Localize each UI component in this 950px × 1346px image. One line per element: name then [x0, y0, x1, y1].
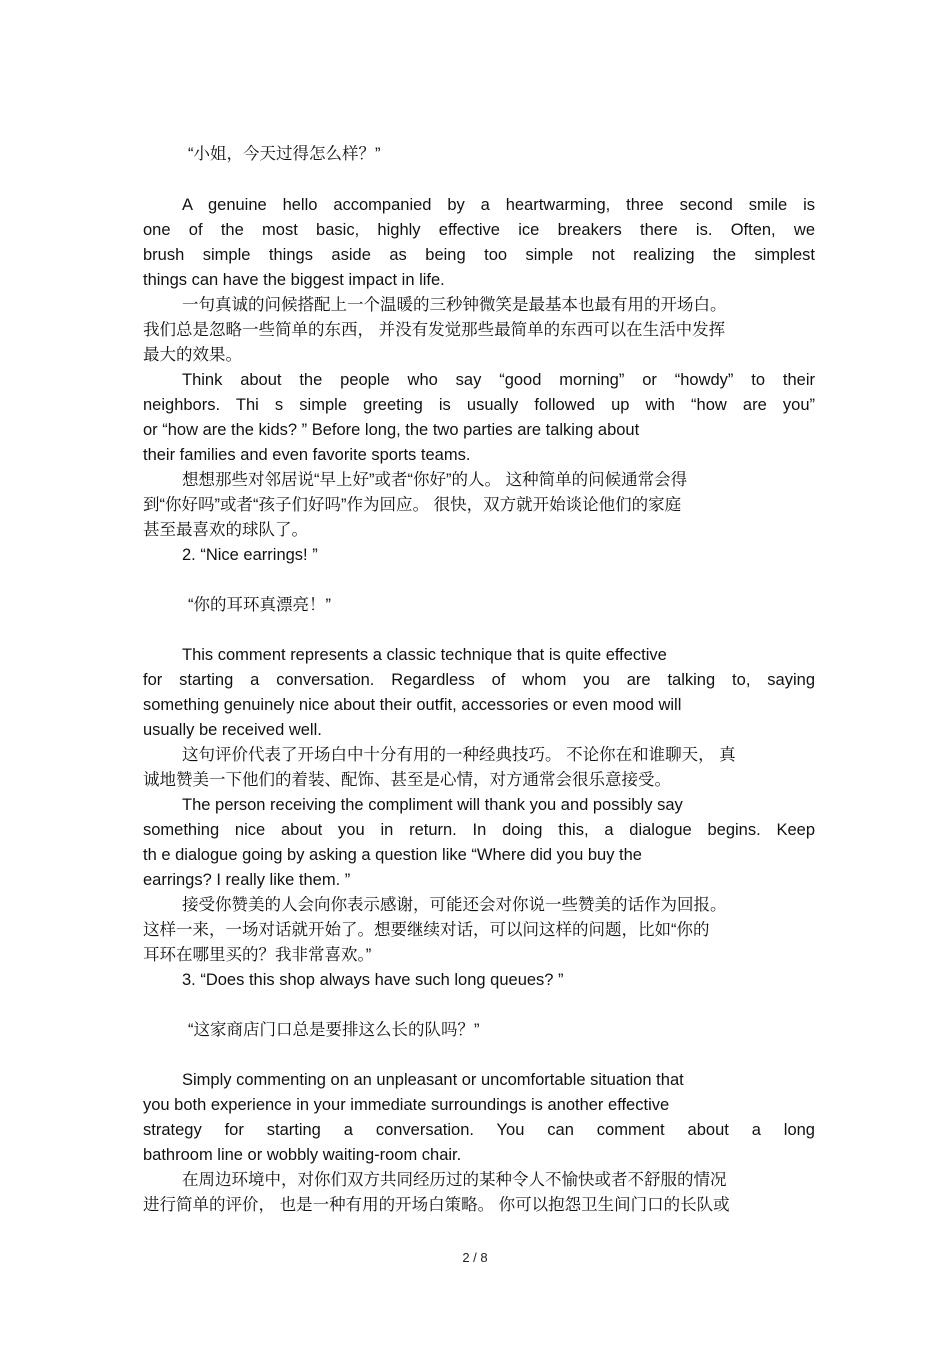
quote-heading-chinese: “这家商店门口总是要排这么长的队吗？” [188, 1021, 480, 1039]
page-number: 2 / 8 [462, 1250, 488, 1265]
paragraph-line-chinese: 接受你赞美的人会向你表示感谢，可能还会对你说一些赞美的话作为回报。 [182, 896, 727, 914]
paragraph-line: th e dialogue going by asking a question like “Where did you buy the [143, 846, 642, 864]
paragraph-line-chinese: 诚地赞美一下他们的着装、配饰、甚至是心情，对方通常会很乐意接受。 [143, 771, 671, 789]
paragraph-line-chinese: 最大的效果。 [143, 346, 242, 364]
paragraph-line-chinese: 甚至最喜欢的球队了。 [143, 521, 308, 539]
paragraph-line: for starting a conversation. Regardless of whom you are talking to, saying [143, 671, 815, 689]
paragraph-line-chinese: 想想那些对邻居说“早上好”或者“你好”的人。 这种简单的问候通常会得 [182, 471, 688, 489]
paragraph-line: bathroom line or wobbly waiting-room chair. [143, 1146, 462, 1164]
paragraph-line-chinese: 进行简单的评价， 也是一种有用的开场白策略。 你可以抱怨卫生间门口的长队或 [143, 1196, 730, 1214]
paragraph-line: you both experience in your immediate surroundings is another effective [143, 1096, 670, 1114]
section-heading: 2. “Nice earrings! ” [182, 546, 318, 564]
paragraph-line-chinese: 我们总是忽略一些简单的东西， 并没有发觉那些最简单的东西可以在生活中发挥 [143, 321, 726, 339]
section-heading: 3. “Does this shop always have such long queues? ” [182, 971, 564, 989]
paragraph-line: something genuinely nice about their outfit, accessories or even mood will [143, 696, 682, 714]
paragraph-line: A genuine hello accompanied by a heartwarming, three second smile is [182, 196, 815, 214]
paragraph-line: things can have the biggest impact in life. [143, 271, 445, 289]
paragraph-line-chinese: 在周边环境中，对你们双方共同经历过的某种令人不愉快或者不舒服的情况 [182, 1171, 727, 1189]
paragraph-line: earrings? I really like them. ” [143, 871, 351, 889]
paragraph-line-chinese: 耳环在哪里买的？我非常喜欢。” [143, 946, 372, 964]
paragraph-line: neighbors. Thi s simple greeting is usually followed up with “how are you” [143, 396, 815, 414]
paragraph-line-chinese: 到“你好吗”或者“孩子们好吗”作为回应。 很快，双方就开始谈论他们的家庭 [143, 496, 682, 514]
paragraph-line: something nice about you in return. In doing this, a dialogue begins. Keep [143, 821, 815, 839]
paragraph-line: Simply commenting on an unpleasant or uncomfortable situation that [182, 1071, 684, 1089]
paragraph-line: strategy for starting a conversation. You can comment about a long [143, 1121, 815, 1139]
paragraph-line: brush simple things aside as being too simple not realizing the simplest [143, 246, 815, 264]
paragraph-line: their families and even favorite sports teams. [143, 446, 471, 464]
paragraph-line: or “how are the kids? ” Before long, the two parties are talking about [143, 421, 640, 439]
paragraph-line: one of the most basic, highly effective ice breakers there is. Often, we [143, 221, 815, 239]
paragraph-line-chinese: 这句评价代表了开场白中十分有用的一种经典技巧。 不论你在和谁聊天， 真 [182, 746, 736, 764]
quote-heading-chinese: “你的耳环真漂亮！” [188, 596, 331, 614]
paragraph-line: Think about the people who say “good morning” or “howdy” to their [182, 371, 815, 389]
paragraph-line: This comment represents a classic technique that is quite effective [182, 646, 667, 664]
paragraph-line: The person receiving the compliment will thank you and possibly say [182, 796, 683, 814]
paragraph-line-chinese: 这样一来，一场对话就开始了。想要继续对话，可以问这样的问题，比如“你的 [143, 921, 710, 939]
quote-heading-chinese: “小姐，今天过得怎么样？” [188, 145, 381, 163]
paragraph-line-chinese: 一句真诚的问候搭配上一个温暖的三秒钟微笑是最基本也最有用的开场白。 [182, 296, 727, 314]
paragraph-line: usually be received well. [143, 721, 322, 739]
